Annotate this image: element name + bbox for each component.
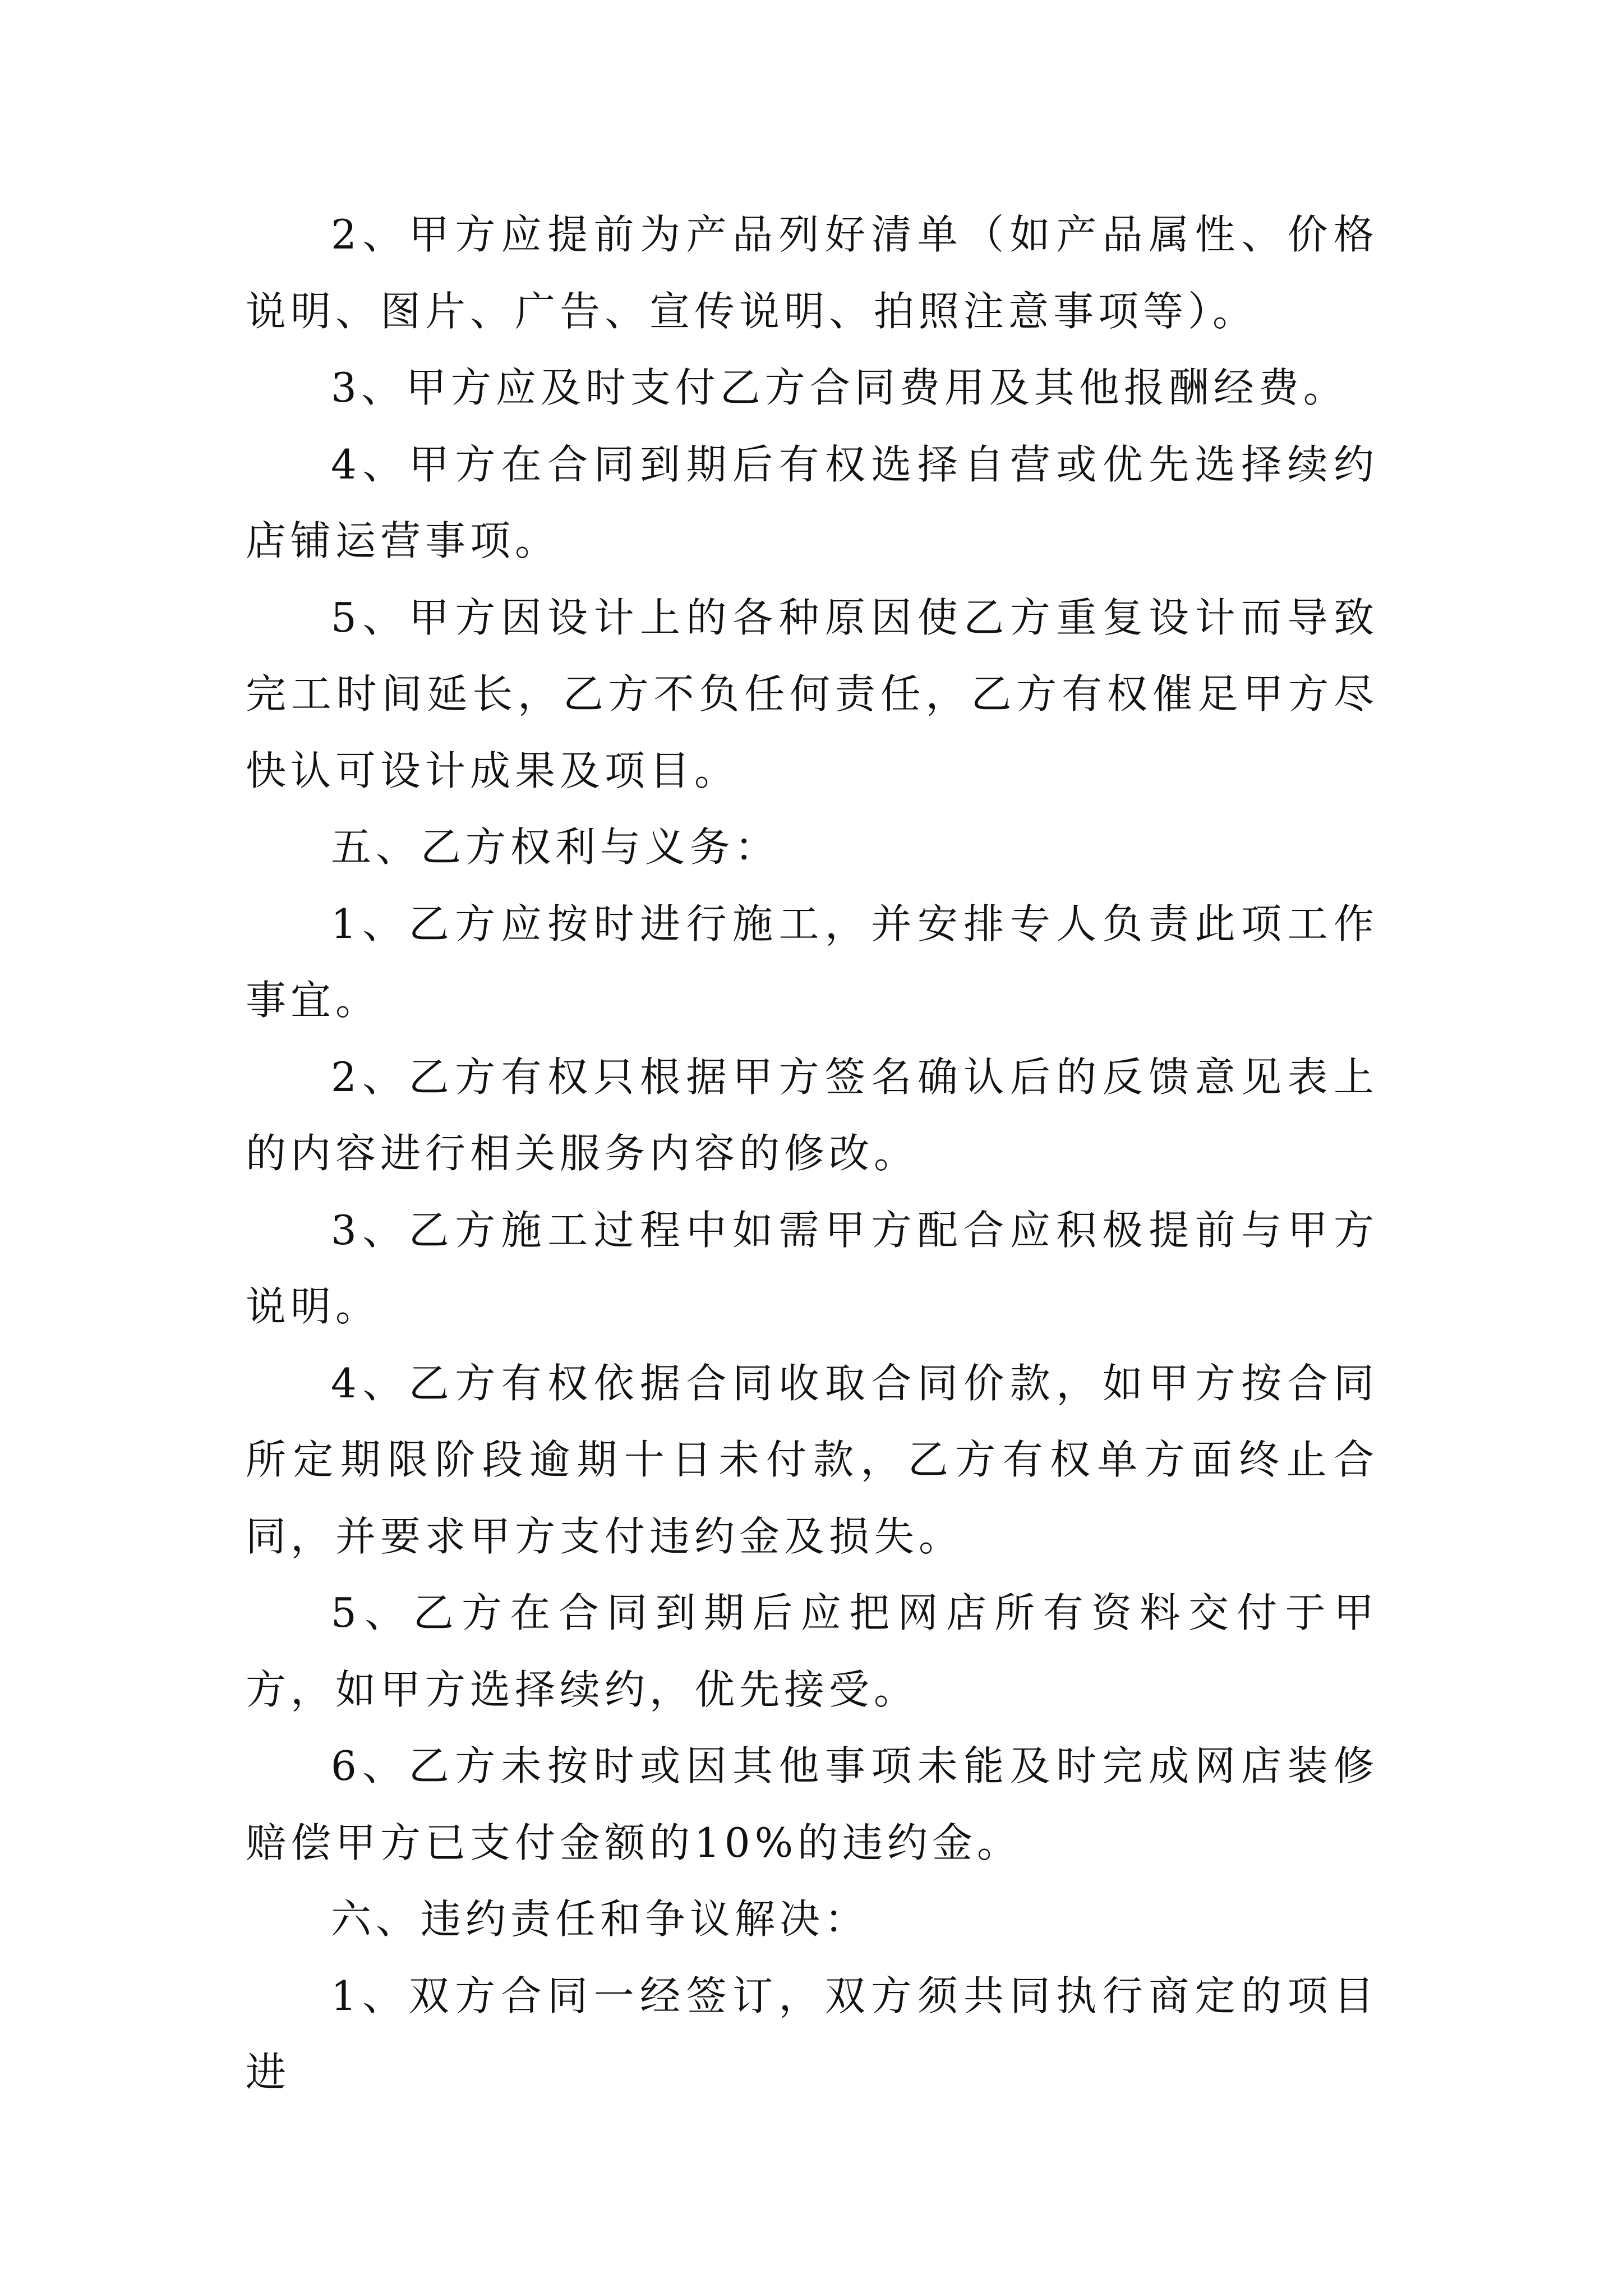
clause-b3: 3、乙方施工过程中如需甲方配合应积极提前与甲方说明。 [246,1206,1378,1330]
clause-b1: 1、乙方应按时进行施工，并安排专人负责此项工作事宜。 [246,900,1378,1024]
clause-b6: 6、乙方未按时或因其他事项未能及时完成网店装修赔偿甲方已支付金额的10%的违约金。 [246,1742,1378,1866]
clause-b4: 4、乙方有权依据合同收取合同价款，如甲方按合同所定期限阶段逾期十日未付款，乙方有权单方面终止合同，并要求甲方支付违约金及损失。 [246,1359,1378,1560]
clause-b2: 2、乙方有权只根据甲方签名确认后的反馈意见表上的内容进行相关服务内容的修改。 [246,1053,1378,1177]
section-heading-6: 六、违约责任和争议解决： [331,1895,870,1943]
section-heading-5: 五、乙方权利与义务： [331,823,780,871]
clause-a3: 3、甲方应及时支付乙方合同费用及其他报酬经费。 [331,364,1348,411]
clause-a5: 5、甲方因设计上的各种原因使乙方重复设计而导致完工时间延长，乙方不负任何责任，乙方有权催足甲方尽快认可设计成果及项目。 [246,593,1378,794]
document-body [246,196,1378,2111]
clause-a4: 4、甲方在合同到期后有权选择自营或优先选择续约店铺运营事项。 [246,440,1378,564]
clause-a2: 2、甲方应提前为产品列好清单（如产品属性、价格说明、图片、广告、宣传说明、拍照注意事项等）。 [246,211,1378,335]
clause-c1: 1、双方合同一经签订，双方须共同执行商定的项目进 [246,1972,1378,2096]
clause-b5: 5、乙方在合同到期后应把网店所有资料交付于甲方，如甲方选择续约，优先接受。 [246,1589,1378,1713]
